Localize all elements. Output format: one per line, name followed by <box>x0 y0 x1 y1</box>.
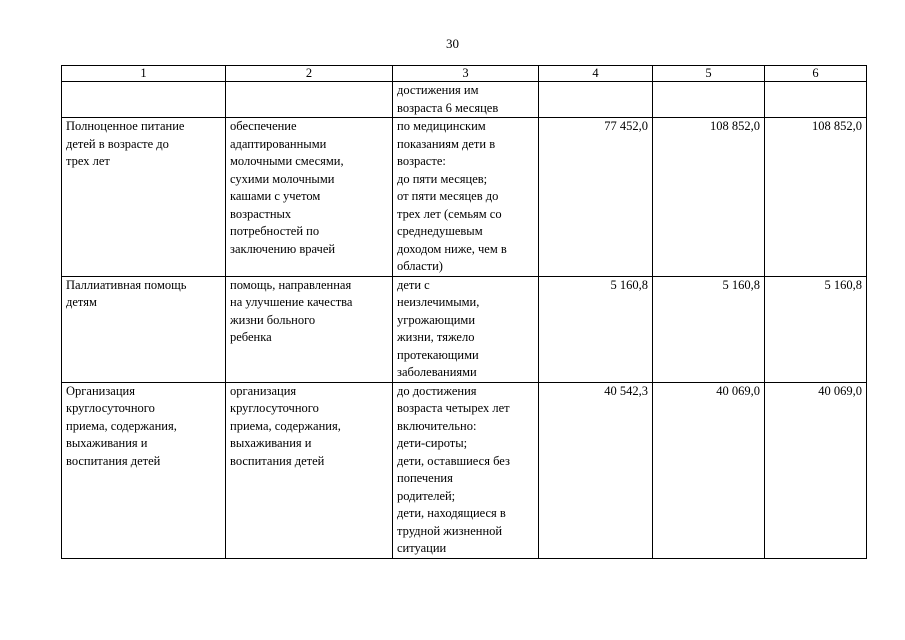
row-value-col5: 108 852,0 <box>653 118 765 277</box>
row-value-col4: 77 452,0 <box>539 118 653 277</box>
row-value-col5: 40 069,0 <box>653 382 765 558</box>
table-row <box>62 118 867 277</box>
column-number-4: 4 <box>539 66 653 82</box>
row-recipients: дети с неизлечимыми, угрожающими жизни, тяжело протекающими заболеваниями <box>393 276 539 382</box>
row-service-name: Полноценное питание детей в возрасте до трех лет <box>62 118 226 277</box>
row-value-col6 <box>765 82 867 118</box>
column-number-5: 5 <box>653 66 765 82</box>
table-row <box>62 276 867 382</box>
table-row <box>62 382 867 558</box>
row-value-col5: 5 160,8 <box>653 276 765 382</box>
column-number-2: 2 <box>226 66 393 82</box>
column-number-6: 6 <box>765 66 867 82</box>
row-value-col6: 40 069,0 <box>765 382 867 558</box>
row-recipients: до достижения возраста четырех лет включительно: дети-сироты; дети, оставшиеся без попечения родителей; дети, находящиеся в трудной жизненной ситуации <box>393 382 539 558</box>
row-description: обеспечение адаптированными молочными смесями, сухими молочными кашами с учетом возрастных потребностей по заключению врачей <box>226 118 393 277</box>
row-value-col6: 5 160,8 <box>765 276 867 382</box>
row-recipients: по медицинским показаниям дети в возрасте: до пяти месяцев; от пяти месяцев до трех лет (семьям со среднедушевым доходом ниже, чем в области) <box>393 118 539 277</box>
row-recipients: достижения им возраста 6 месяцев <box>393 82 539 118</box>
row-service-name: Организация круглосуточного приема, содержания, выхаживания и воспитания детей <box>62 382 226 558</box>
row-service-name <box>62 82 226 118</box>
row-value-col4: 5 160,8 <box>539 276 653 382</box>
row-value-col4: 40 542,3 <box>539 382 653 558</box>
row-service-name: Паллиативная помощь детям <box>62 276 226 382</box>
column-number-3: 3 <box>393 66 539 82</box>
row-value-col4 <box>539 82 653 118</box>
row-value-col6: 108 852,0 <box>765 118 867 277</box>
table-header-row <box>62 66 867 82</box>
column-number-1: 1 <box>62 66 226 82</box>
row-description <box>226 82 393 118</box>
row-value-col5 <box>653 82 765 118</box>
table-row <box>62 82 867 118</box>
row-description: организация круглосуточного приема, содержания, выхаживания и воспитания детей <box>226 382 393 558</box>
data-table <box>61 65 867 559</box>
row-description: помощь, направленная на улучшение качества жизни больного ребенка <box>226 276 393 382</box>
page-number: 30 <box>446 36 459 51</box>
